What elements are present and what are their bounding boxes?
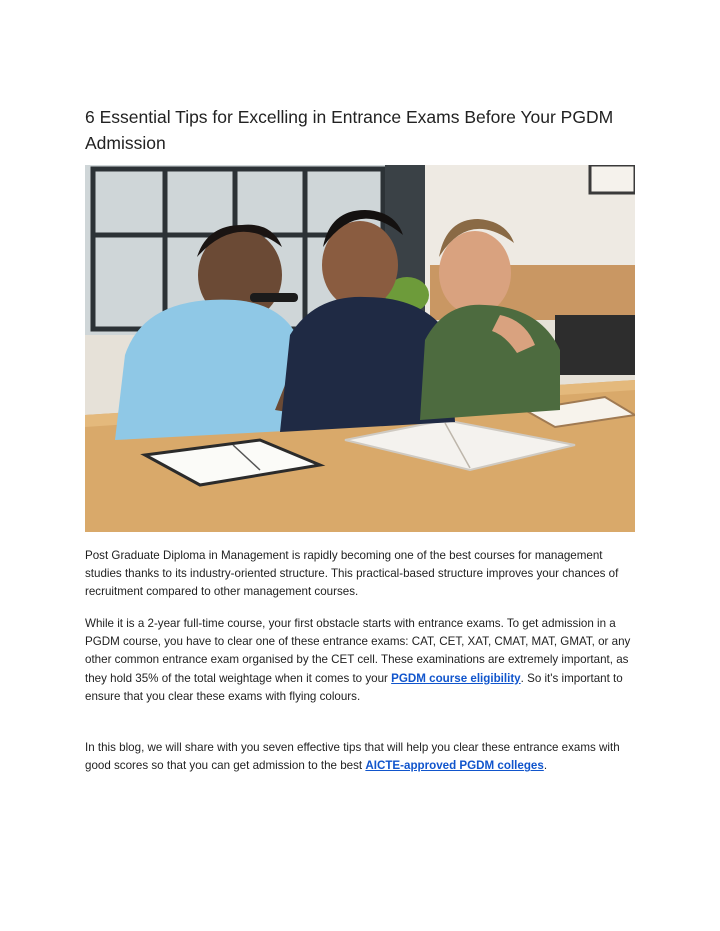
paragraph3-text-after: . [543,759,548,773]
blog-intro-paragraph [85,739,637,775]
paragraph3-text-before: In this blog, we will share with you seven effective tips that will help you clear these entrance exams with good scores so that you can get admission to the best [85,741,620,773]
aicte-colleges-link[interactable]: AICTE-approved PGDM colleges [365,759,544,773]
paragraph2-text-before: While it is a 2-year full-time course, your first obstacle starts with entrance exams. To get admission in a PGDM course, you have to clear one of these entrance exams: CAT, CET, XAT, CMAT, MAT, GMAT, or any other common entrance exam organised by the CET cell. These examinations are extremely important, as they hold 35% of the total weightage when it comes to your [85,617,631,685]
pgdm-eligibility-link[interactable]: PGDM course eligibility [391,671,521,685]
entrance-exams-paragraph [85,615,637,706]
paragraph2-text-after: . So it's important to ensure that you clear these exams with flying colours. [85,671,623,703]
article-title: 6 Essential Tips for Excelling in Entrance Exams Before Your PGDM Admission [85,107,614,153]
hero-image [85,165,635,532]
intro-paragraph: Post Graduate Diploma in Management is rapidly becoming one of the best courses for management studies thanks to its industry-oriented structure. This practical-based structure improves your chances of recruitment compared to other management courses. [85,549,619,599]
